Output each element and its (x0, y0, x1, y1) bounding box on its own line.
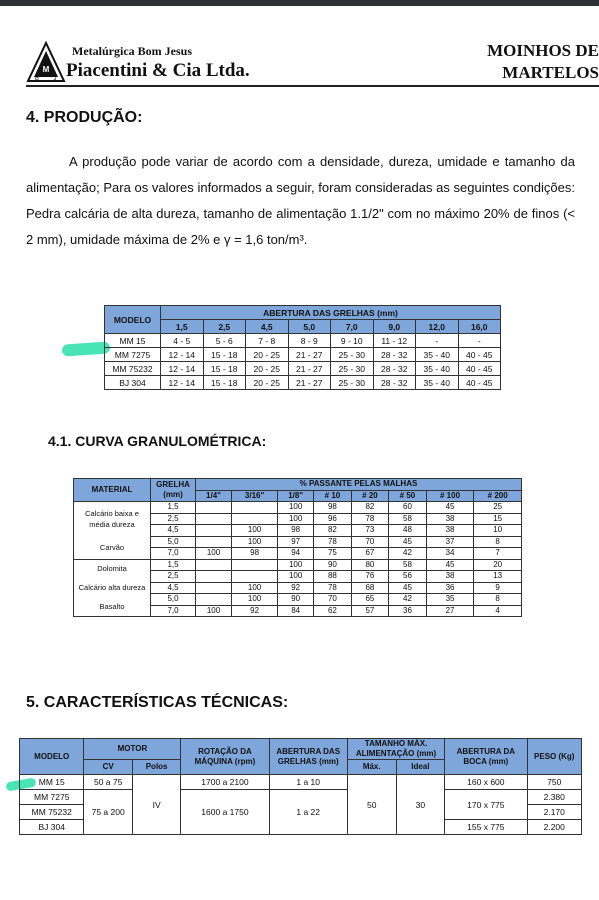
table-cell: 45 (426, 559, 474, 571)
table-cell: 10 (474, 525, 522, 537)
table-cell: 8 (474, 594, 522, 606)
table-cell: 80 (351, 559, 389, 571)
table-cell: 21 - 27 (288, 348, 331, 362)
table-row (105, 348, 501, 362)
table-cell: 98 (314, 502, 352, 514)
table-cell: 36 (389, 605, 427, 617)
curva-table (73, 478, 522, 617)
col-header: 16,0 (458, 320, 501, 334)
table-cell: 73 (351, 525, 389, 537)
col-header-material: MATERIAL (74, 479, 151, 502)
table-cell: 11 - 12 (373, 334, 416, 348)
material-label: Dolomita (97, 564, 127, 574)
grelha-cell: 1 a 22 (269, 790, 347, 835)
col-header: 1,5 (161, 320, 204, 334)
table-cell: 94 (278, 548, 314, 560)
table-cell: 38 (426, 525, 474, 537)
table-cell: 28 - 32 (373, 348, 416, 362)
col-header: 3/16" (232, 490, 278, 502)
svg-text:J: J (53, 76, 57, 82)
table-row (105, 334, 501, 348)
table-cell: 100 (232, 582, 278, 594)
table-cell: 60 (389, 502, 427, 514)
table-row (74, 502, 522, 514)
table-cell: 35 - 40 (416, 348, 459, 362)
col-header-cv: CV (84, 760, 132, 775)
table-cell: 13 (474, 571, 522, 583)
table-cell: 12 - 14 (161, 376, 204, 390)
col-header: # 200 (474, 490, 522, 502)
table-cell (196, 525, 232, 537)
cv-cell: 75 a 200 (84, 790, 132, 835)
company-subtitle: Metalúrgica Bom Jesus (72, 44, 192, 58)
row-modelo: BJ 304 (20, 820, 84, 835)
company-name: Piacentini & Cia Ltda. (66, 60, 250, 81)
section-curva-title: 4.1. CURVA GRANULOMÉTRICA: (48, 433, 267, 449)
table-cell: 96 (314, 513, 352, 525)
rotacao-cell: 1700 a 2100 (181, 775, 269, 790)
table-cell: 42 (389, 594, 427, 606)
header-divider (26, 85, 599, 87)
table-cell: 40 - 45 (458, 362, 501, 376)
table-cell: 78 (314, 582, 352, 594)
material-label: Carvão (99, 542, 125, 552)
grelha-cell: 1,5 (151, 559, 196, 571)
material-label: Calcário baixa e média dureza (85, 508, 139, 529)
table-cell: 88 (314, 571, 352, 583)
table-cell: 40 - 45 (458, 348, 501, 362)
material-label: Calcário alta dureza (78, 583, 146, 593)
document-title-line1: MOINHOS DE (487, 41, 599, 60)
table-cell: 15 - 18 (203, 348, 246, 362)
table-cell: 100 (278, 559, 314, 571)
table-cell: 12 - 14 (161, 348, 204, 362)
table-row (74, 559, 522, 571)
table-cell: 100 (278, 502, 314, 514)
table-cell: 100 (196, 605, 232, 617)
grelha-cell: 4,5 (151, 525, 196, 537)
grelha-cell: 1,5 (151, 502, 196, 514)
svg-text:M: M (42, 65, 50, 74)
table-cell: 27 (426, 605, 474, 617)
col-header: # 20 (351, 490, 389, 502)
col-header-grelha: GRELHA (mm) (151, 479, 196, 502)
table-cell: 4 - 5 (161, 334, 204, 348)
table-cell (196, 502, 232, 514)
col-header: 2,5 (203, 320, 246, 334)
col-header: 4,5 (246, 320, 289, 334)
table-cell: 68 (351, 582, 389, 594)
table-cell: 20 - 25 (246, 362, 289, 376)
producao-paragraph-text: A produção pode variar de acordo com a densidade, dureza, umidade e tamanho da alimentação; Para os valores informados a seguir, foram consideradas as seguintes condições: Pedra calcária de alta dureza, tamanho de alimentação 1.1/2" com no máximo 20% de finos (< 2 mm), umidade máxima de 2% e γ = 1,6 ton/m³. (26, 154, 575, 247)
grelha-cell: 7,0 (151, 548, 196, 560)
table-cell: 8 (474, 536, 522, 548)
peso-cell: 2.170 (527, 805, 582, 820)
table-cell: 56 (389, 571, 427, 583)
material-label: Basalto (99, 602, 125, 612)
table-cell: 100 (278, 513, 314, 525)
table-cell: 12 - 14 (161, 362, 204, 376)
peso-cell: 750 (527, 775, 582, 790)
section-caracteristicas-title: 5. CARACTERÍSTICAS TÉCNICAS: (26, 694, 289, 711)
table-cell: 9 (474, 582, 522, 594)
grelha-cell: 2,5 (151, 571, 196, 583)
row-modelo: MM 7275 (105, 348, 161, 362)
table-cell: 90 (314, 559, 352, 571)
table-cell: 20 - 25 (246, 348, 289, 362)
tam-max-cell: 50 (347, 775, 396, 835)
grelha-cell: 7,0 (151, 605, 196, 617)
table-cell (196, 536, 232, 548)
table-cell: 28 - 32 (373, 362, 416, 376)
table-cell: 20 - 25 (246, 376, 289, 390)
table-cell: 25 (474, 502, 522, 514)
col-group-abertura: ABERTURA DAS GRELHAS (mm) (161, 306, 501, 320)
table-cell: 76 (351, 571, 389, 583)
document-title-line2: MARTELOS (502, 63, 599, 82)
polos-cell: IV (132, 775, 181, 835)
table-cell: 15 (474, 513, 522, 525)
table-cell: 100 (232, 525, 278, 537)
grelha-cell: 4,5 (151, 582, 196, 594)
table-cell: 92 (278, 582, 314, 594)
table-cell: 82 (314, 525, 352, 537)
table-cell: 70 (314, 594, 352, 606)
row-modelo: MM 15 (105, 334, 161, 348)
table-cell: 100 (232, 594, 278, 606)
table-cell: 78 (314, 536, 352, 548)
col-header-modelo: MODELO (105, 306, 161, 334)
table-cell: 98 (232, 548, 278, 560)
table-cell: 57 (351, 605, 389, 617)
col-header: # 100 (426, 490, 474, 502)
col-header-rotacao: ROTAÇÃO DA MÁQUINA (rpm) (181, 739, 269, 775)
table-cell: 75 (314, 548, 352, 560)
table-cell: 8 - 9 (288, 334, 331, 348)
boca-cell: 160 x 600 (445, 775, 527, 790)
table-cell: 78 (351, 513, 389, 525)
col-header: 9,0 (373, 320, 416, 334)
table-cell: 5 - 6 (203, 334, 246, 348)
table-cell: 42 (389, 548, 427, 560)
peso-cell: 2.200 (527, 820, 582, 835)
col-header: 12,0 (416, 320, 459, 334)
table-cell: 34 (426, 548, 474, 560)
table-cell: 100 (232, 536, 278, 548)
producao-table (104, 305, 501, 390)
table-cell: 35 - 40 (416, 362, 459, 376)
col-header-max: Máx. (347, 760, 396, 775)
table-cell: - (458, 334, 501, 348)
row-modelo: MM 75232 (105, 362, 161, 376)
rotacao-cell: 1600 a 1750 (181, 790, 269, 835)
col-header-polos: Polos (132, 760, 181, 775)
company-logo (26, 41, 66, 83)
boca-cell: 155 x 775 (445, 820, 527, 835)
table-cell: 28 - 32 (373, 376, 416, 390)
table-row (105, 362, 501, 376)
col-header: 7,0 (331, 320, 374, 334)
boca-cell: 170 x 775 (445, 790, 527, 820)
table-cell: 67 (351, 548, 389, 560)
table-cell: 37 (426, 536, 474, 548)
table-cell: 38 (426, 571, 474, 583)
table-cell: 100 (278, 571, 314, 583)
table-cell: 35 (426, 594, 474, 606)
table-cell: 21 - 27 (288, 376, 331, 390)
col-header: 5,0 (288, 320, 331, 334)
table-cell: 7 (474, 548, 522, 560)
table-cell (196, 513, 232, 525)
table-cell: 62 (314, 605, 352, 617)
caracteristicas-table (19, 738, 582, 835)
table-cell: 82 (351, 502, 389, 514)
table-cell: 65 (351, 594, 389, 606)
col-header-boca: ABERTURA DA BOCA (mm) (445, 739, 527, 775)
row-modelo: MM 75232 (20, 805, 84, 820)
table-cell: 20 (474, 559, 522, 571)
grelha-cell: 5,0 (151, 536, 196, 548)
table-cell (232, 513, 278, 525)
table-cell: 21 - 27 (288, 362, 331, 376)
table-cell: 25 - 30 (331, 376, 374, 390)
document-header (0, 6, 599, 86)
table-cell (232, 571, 278, 583)
col-header-ideal: Ideal (396, 760, 445, 775)
table-row (20, 775, 582, 790)
table-cell: 45 (426, 502, 474, 514)
row-modelo: BJ 304 (105, 376, 161, 390)
table-cell: 45 (389, 582, 427, 594)
grelha-cell: 5,0 (151, 594, 196, 606)
table-cell: 7 - 8 (246, 334, 289, 348)
table-cell (196, 559, 232, 571)
table-row (20, 790, 582, 805)
col-header-modelo: MODELO (20, 739, 84, 775)
table-cell: 70 (351, 536, 389, 548)
col-header: # 10 (314, 490, 352, 502)
tam-ideal-cell: 30 (396, 775, 445, 835)
peso-cell: 2.380 (527, 790, 582, 805)
table-cell: 58 (389, 559, 427, 571)
table-cell (196, 582, 232, 594)
svg-text:B: B (34, 76, 40, 82)
table-cell: 84 (278, 605, 314, 617)
row-modelo: MM 15 (20, 775, 84, 790)
table-cell: 35 - 40 (416, 376, 459, 390)
table-cell: 25 - 30 (331, 348, 374, 362)
producao-paragraph (26, 149, 575, 253)
section-producao-title: 4. PRODUÇÃO: (26, 109, 143, 126)
table-cell (196, 571, 232, 583)
material-group-1 (74, 502, 151, 560)
table-cell: 98 (278, 525, 314, 537)
document-title (487, 40, 599, 84)
table-cell (196, 594, 232, 606)
table-cell: - (416, 334, 459, 348)
table-cell (232, 559, 278, 571)
col-header: 1/8" (278, 490, 314, 502)
col-group-passante: % PASSANTE PELAS MALHAS (196, 479, 522, 491)
table-cell: 92 (232, 605, 278, 617)
table-cell: 58 (389, 513, 427, 525)
table-cell: 25 - 30 (331, 362, 374, 376)
col-header: 1/4" (196, 490, 232, 502)
table-cell: 40 - 45 (458, 376, 501, 390)
col-header-peso: PESO (Kg) (527, 739, 582, 775)
table-cell: 38 (426, 513, 474, 525)
col-header-abertura-grelhas: ABERTURA DAS GRELHAS (mm) (269, 739, 347, 775)
table-cell: 97 (278, 536, 314, 548)
grelha-cell: 2,5 (151, 513, 196, 525)
col-group-tamanho: TAMANHO MÁX. ALIMENTAÇÃO (mm) (347, 739, 444, 760)
table-cell: 9 - 10 (331, 334, 374, 348)
grelha-cell: 1 a 10 (269, 775, 347, 790)
table-cell: 4 (474, 605, 522, 617)
table-row (105, 376, 501, 390)
table-cell: 15 - 18 (203, 362, 246, 376)
table-cell: 100 (196, 548, 232, 560)
table-cell: 48 (389, 525, 427, 537)
col-group-motor: MOTOR (84, 739, 181, 760)
row-modelo: MM 7275 (20, 790, 84, 805)
table-cell: 90 (278, 594, 314, 606)
table-cell: 36 (426, 582, 474, 594)
material-group-2 (74, 559, 151, 617)
col-header: # 50 (389, 490, 427, 502)
cv-cell: 50 a 75 (84, 775, 132, 790)
table-cell (232, 502, 278, 514)
table-cell: 15 - 18 (203, 376, 246, 390)
table-cell: 45 (389, 536, 427, 548)
